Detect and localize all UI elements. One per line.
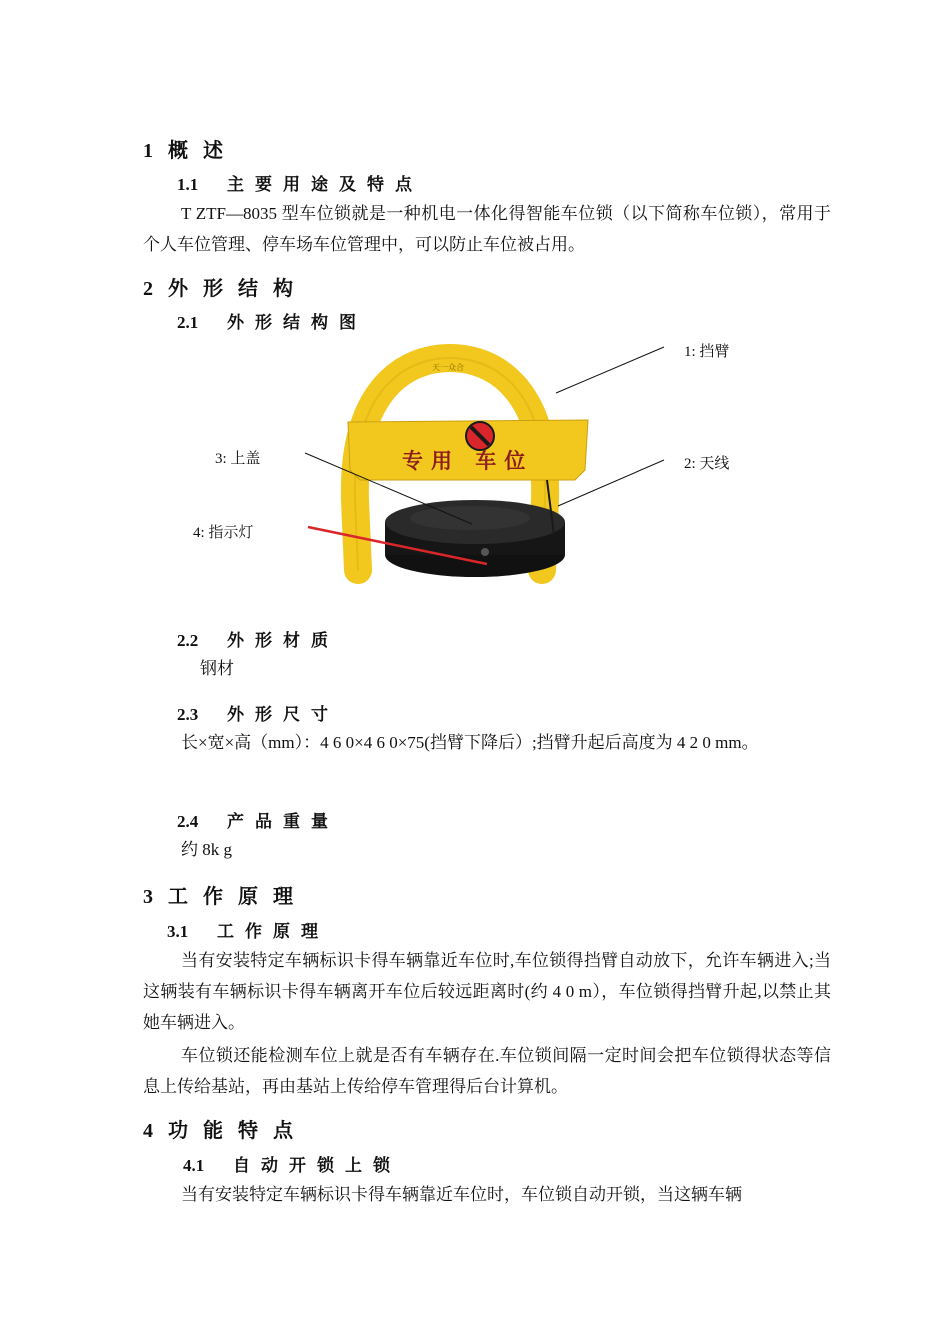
label-antenna: 2: 天线 xyxy=(684,456,730,472)
parking-lock-figure xyxy=(180,330,780,600)
section-2-2-heading xyxy=(177,626,339,651)
label-arm: 1: 挡臂 xyxy=(684,344,730,360)
section-2-3-paragraph: 长×宽×高（mm）：4 6 0×4 6 0×75(挡臂下降后）;挡臂升起后高度为 4 2 0 mm。 xyxy=(181,733,759,752)
section-title: 外形结构图 xyxy=(227,313,367,332)
indicator-light xyxy=(481,548,489,556)
section-number: 1.1 xyxy=(177,175,199,194)
section-4-heading: 4 功 能 特 点 xyxy=(143,1120,298,1142)
section-3-1-paragraph-1: 当有安装特定车辆标识卡得车辆靠近车位时,车位锁得挡臂自动放下，允许车辆进入;当这辆装有车辆标识卡得车辆离开车位后较远距离时(约 4 0 m），车位锁得挡臂升起,以禁止其她车辆进入。 xyxy=(143,951,831,1032)
section-4-1-paragraph: 当有安装特定车辆标识卡得车辆靠近车位时，车位锁自动开锁，当这辆车辆 xyxy=(181,1185,742,1204)
section-number: 3.1 xyxy=(167,922,189,941)
section-1-1-heading xyxy=(177,170,423,195)
section-3-1-heading xyxy=(167,917,329,942)
sign-text: 专用 车位 xyxy=(402,449,534,473)
section-3-heading: 3 工 作 原 理 xyxy=(143,886,298,908)
section-3-1-paragraph-2: 车位锁还能检测车位上就是否有车辆存在.车位锁间隔一定时间会把车位锁得状态等信息上传给基站，再由基站上传给停车管理得后台计算机。 xyxy=(143,1046,831,1096)
section-title: 外形材质 xyxy=(227,631,339,650)
section-2-4-text: 约 8k g xyxy=(181,840,232,859)
callout-arm xyxy=(556,347,664,393)
section-2-3-heading xyxy=(177,700,339,725)
section-number: 4.1 xyxy=(183,1156,205,1175)
section-4-1-heading xyxy=(183,1151,401,1176)
section-title: 自动开锁上锁 xyxy=(233,1156,401,1175)
section-title: 工作原理 xyxy=(217,922,329,941)
section-number: 2.1 xyxy=(177,313,199,332)
section-number: 2.3 xyxy=(177,705,199,724)
section-title: 外形尺寸 xyxy=(227,705,339,724)
section-1-1-paragraph: T ZTF—8035 型车位锁就是一种机电一体化得智能车位锁（以下简称车位锁），常用于个人车位管理、停车场车位管理中，可以防止车位被占用。 xyxy=(143,204,831,254)
section-2-heading: 2 外 形 结 构 xyxy=(143,278,298,300)
section-number: 2.4 xyxy=(177,812,199,831)
section-1-heading: 1 概 述 xyxy=(143,140,228,162)
section-2-4-heading xyxy=(177,807,339,832)
section-title: 产品重量 xyxy=(227,812,339,831)
section-2-2-text: 钢材 xyxy=(200,659,234,678)
arch-text: 天一众合 xyxy=(432,363,464,372)
label-cover: 3: 上盖 xyxy=(215,451,261,467)
label-indicator: 4: 指示灯 xyxy=(193,525,254,541)
section-title: 主要用途及特点 xyxy=(227,175,423,194)
section-number: 2.2 xyxy=(177,631,199,650)
